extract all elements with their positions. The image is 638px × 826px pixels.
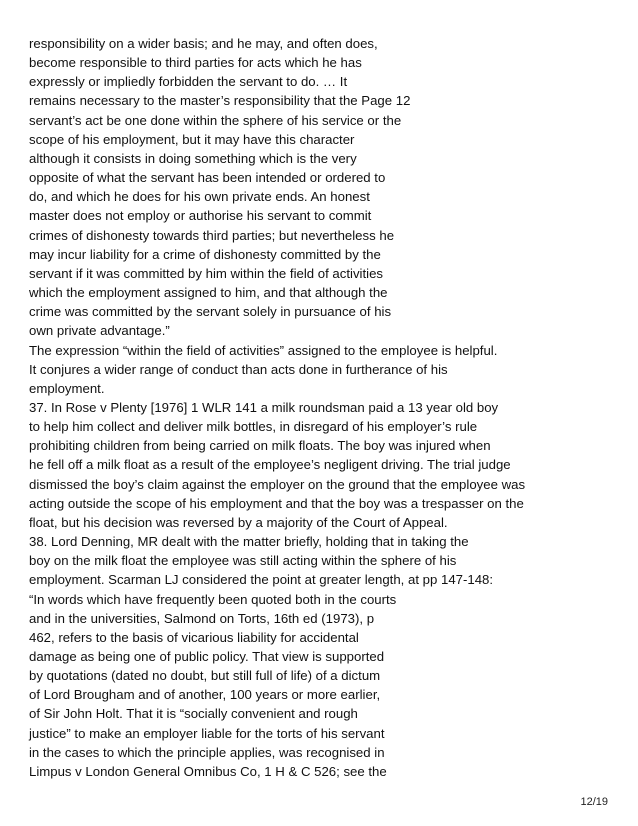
text-line: boy on the milk float the employee was still acting within the sphere of his <box>29 553 457 569</box>
text-line: and in the universities, Salmond on Torts, 16th ed (1973), p <box>29 610 375 626</box>
text-line: of Sir John Holt. That it is “socially convenient and rough <box>29 706 358 722</box>
text-line: become responsible to third parties for acts which he has <box>29 55 362 71</box>
text-line: servant if it was committed by him within the field of activities <box>29 265 383 281</box>
text-line: of Lord Brougham and of another, 100 years or more earlier, <box>29 687 381 703</box>
text-line: which the employment assigned to him, and that although the <box>29 285 388 301</box>
text-line: responsibility on a wider basis; and he may, and often does, <box>29 36 378 51</box>
text-line: 38. Lord Denning, MR dealt with the matter briefly, holding that in taking the <box>29 534 469 550</box>
page-number: 12/19 <box>580 796 608 808</box>
text-line: servant’s act be one done within the sphere of his service or the <box>29 112 402 128</box>
text-line: expressly or impliedly forbidden the servant to do. … It <box>29 74 348 90</box>
document-body <box>29 34 619 781</box>
text-line: scope of his employment, but it may have this character <box>29 131 355 147</box>
text-line: “In words which have frequently been quoted both in the courts <box>29 591 397 607</box>
text-line: It conjures a wider range of conduct than acts done in furtherance of his <box>29 361 448 377</box>
text-line: may incur liability for a crime of dishonesty committed by the <box>29 246 381 262</box>
text-line: master does not employ or authorise his servant to commit <box>29 208 372 224</box>
text-line: employment. <box>29 380 105 396</box>
text-line: crimes of dishonesty towards third parties; but nevertheless he <box>29 227 395 243</box>
text-line: in the cases to which the principle applies, was recognised in <box>29 744 385 760</box>
text-line: crime was committed by the servant solely in pursuance of his <box>29 304 392 320</box>
text-line: dismissed the boy’s claim against the employer on the ground that the employee was <box>29 476 526 492</box>
text-line: 462, refers to the basis of vicarious liability for accidental <box>29 629 359 645</box>
text-line: do, and which he does for his own private ends. An honest <box>29 189 370 205</box>
text-line: although it consists in doing something which is the very <box>29 150 357 166</box>
text-line: The expression “within the field of activities” assigned to the employee is helpful. <box>29 342 498 358</box>
text-line: remains necessary to the master’s responsibility that the Page 12 <box>29 93 411 109</box>
text-line: float, but his decision was reversed by a majority of the Court of Appeal. <box>29 514 448 530</box>
text-line: by quotations (dated no doubt, but still full of life) of a dictum <box>29 668 381 684</box>
text-line: prohibiting children from being carried on milk floats. The boy was injured when <box>29 438 491 454</box>
text-line: Limpus v London General Omnibus Co, 1 H & C 526; see the <box>29 763 387 779</box>
text-line: own private advantage.” <box>29 323 170 339</box>
text-line: justice” to make an employer liable for the torts of his servant <box>29 725 385 741</box>
text-line: he fell off a milk float as a result of the employee’s negligent driving. The trial judge <box>29 457 511 473</box>
text-line: to help him collect and deliver milk bottles, in disregard of his employer’s rule <box>29 419 478 435</box>
text-line: employment. Scarman LJ considered the point at greater length, at pp 147-148: <box>29 572 494 588</box>
text-line: 37. In Rose v Plenty [1976] 1 WLR 141 a milk roundsman paid a 13 year old boy <box>29 399 499 415</box>
text-line: damage as being one of public policy. That view is supported <box>29 649 385 664</box>
text-line: opposite of what the servant has been intended or ordered to <box>29 170 386 186</box>
text-line: acting outside the scope of his employment and that the boy was a trespasser on the <box>29 495 524 511</box>
